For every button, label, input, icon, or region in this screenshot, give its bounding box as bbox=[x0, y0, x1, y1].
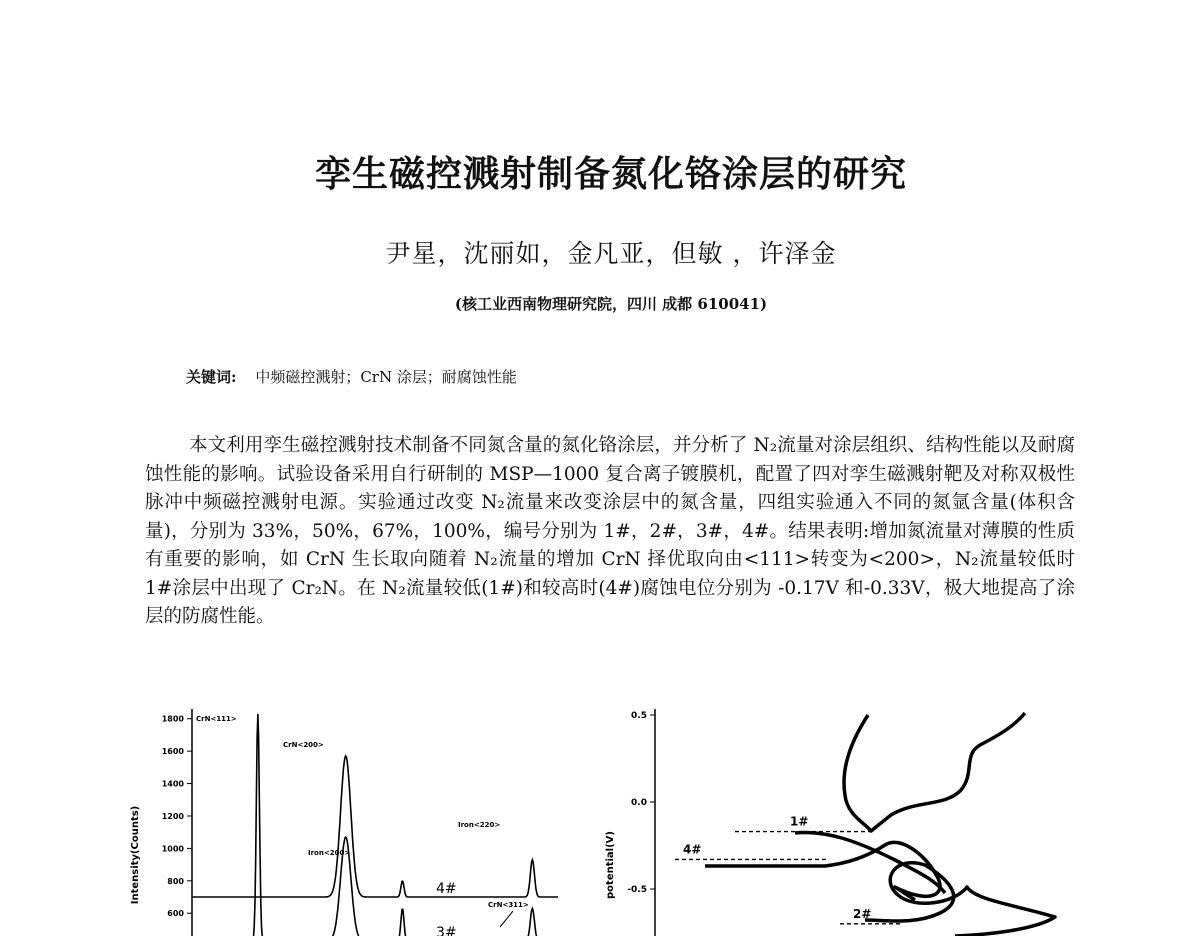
xrd-peak-annotation: CrN<311> bbox=[488, 901, 529, 909]
affiliation: (核工业西南物理研究院，四川 成都 610041) bbox=[454, 295, 768, 313]
keywords-text: 中频磁控溅射；CrN 涂层；耐腐蚀性能 bbox=[255, 368, 517, 386]
keywords-line bbox=[186, 366, 517, 387]
author-list: 尹星，沈丽如，金凡亚，但敏 ，许泽金 bbox=[385, 239, 837, 268]
pol-series-curve bbox=[865, 863, 1055, 936]
pol-series-curve bbox=[844, 713, 1025, 831]
xrd-series-label: 3# bbox=[436, 924, 457, 936]
xrd-chart bbox=[118, 695, 598, 936]
xrd-peak-annotation: Iron<220> bbox=[458, 821, 501, 829]
xrd-annotation-pointer bbox=[500, 911, 513, 927]
xrd-y-tick-label: 1200 bbox=[161, 811, 184, 821]
xrd-y-tick-label: 1000 bbox=[161, 844, 184, 854]
pol-axes bbox=[605, 709, 655, 936]
xrd-peak-annotation: CrN<200> bbox=[283, 741, 324, 749]
polarization-chart bbox=[595, 695, 1075, 936]
xrd-y-tick-label: 1800 bbox=[161, 714, 184, 724]
pol-y-axis-label: potential(V) bbox=[605, 831, 616, 899]
pol-series-curve bbox=[705, 842, 940, 900]
xrd-series-line bbox=[192, 756, 558, 897]
pol-series bbox=[675, 713, 1055, 936]
pol-y-tick-label: -0.5 bbox=[627, 885, 647, 895]
xrd-peak-annotation: Iron<200> bbox=[308, 849, 351, 857]
paper-title: 孪生磁控溅射制备氮化铬涂层的研究 bbox=[314, 154, 907, 195]
xrd-peak-annotation: CrN<111> bbox=[196, 715, 237, 723]
xrd-y-tick-label: 1600 bbox=[161, 747, 184, 757]
pol-y-tick-label: 0.5 bbox=[631, 711, 647, 721]
keywords-label: 关键词: bbox=[186, 368, 237, 386]
pol-series-label: 1# bbox=[790, 814, 809, 829]
xrd-y-tick-label: 800 bbox=[167, 876, 184, 886]
xrd-series-label: 4# bbox=[436, 881, 457, 898]
xrd-y-tick-label: 600 bbox=[167, 909, 184, 919]
xrd-labels bbox=[196, 715, 529, 936]
xrd-axes bbox=[130, 709, 192, 936]
pol-series-label: 2# bbox=[853, 906, 872, 921]
pol-y-tick-label: 0.0 bbox=[631, 798, 647, 808]
abstract-paragraph: 本文利用孪生磁控溅射技术制备不同氮含量的氮化铬涂层，并分析了 N₂流量对涂层组织、结构性能以及耐腐蚀性能的影响。试验设备采用自行研制的 MSP—1000 复合离子镀膜机，配置了四对孪生磁溅射靶及对称双极性脉冲中频磁控溅射电源。实验通过改变 N₂流量来改变涂层中的氮含量，四组实验通入不同的氮氩含量(体积含量)，分别为 33%，50%，67%，100%，编号分别为 1#，2#，3#，4#。结果表明:增加氮流量对薄膜的性质有重要的影响，如 CrN 生长取向随着 N₂流量的增加 CrN 择优取向由<111>转变为<200>，N₂流量较低时 1#涂层中出现了 Cr₂N。在 N₂流量较低(1#)和较高时(4#)腐蚀电位分别为 -0.17V 和-0.33V，极大地提高了涂层的防腐性能。 bbox=[145, 435, 1075, 627]
pol-series-label: 4# bbox=[683, 842, 702, 857]
xrd-y-tick-label: 1400 bbox=[161, 779, 184, 789]
xrd-y-axis-label: Intensity(Counts) bbox=[130, 805, 141, 905]
